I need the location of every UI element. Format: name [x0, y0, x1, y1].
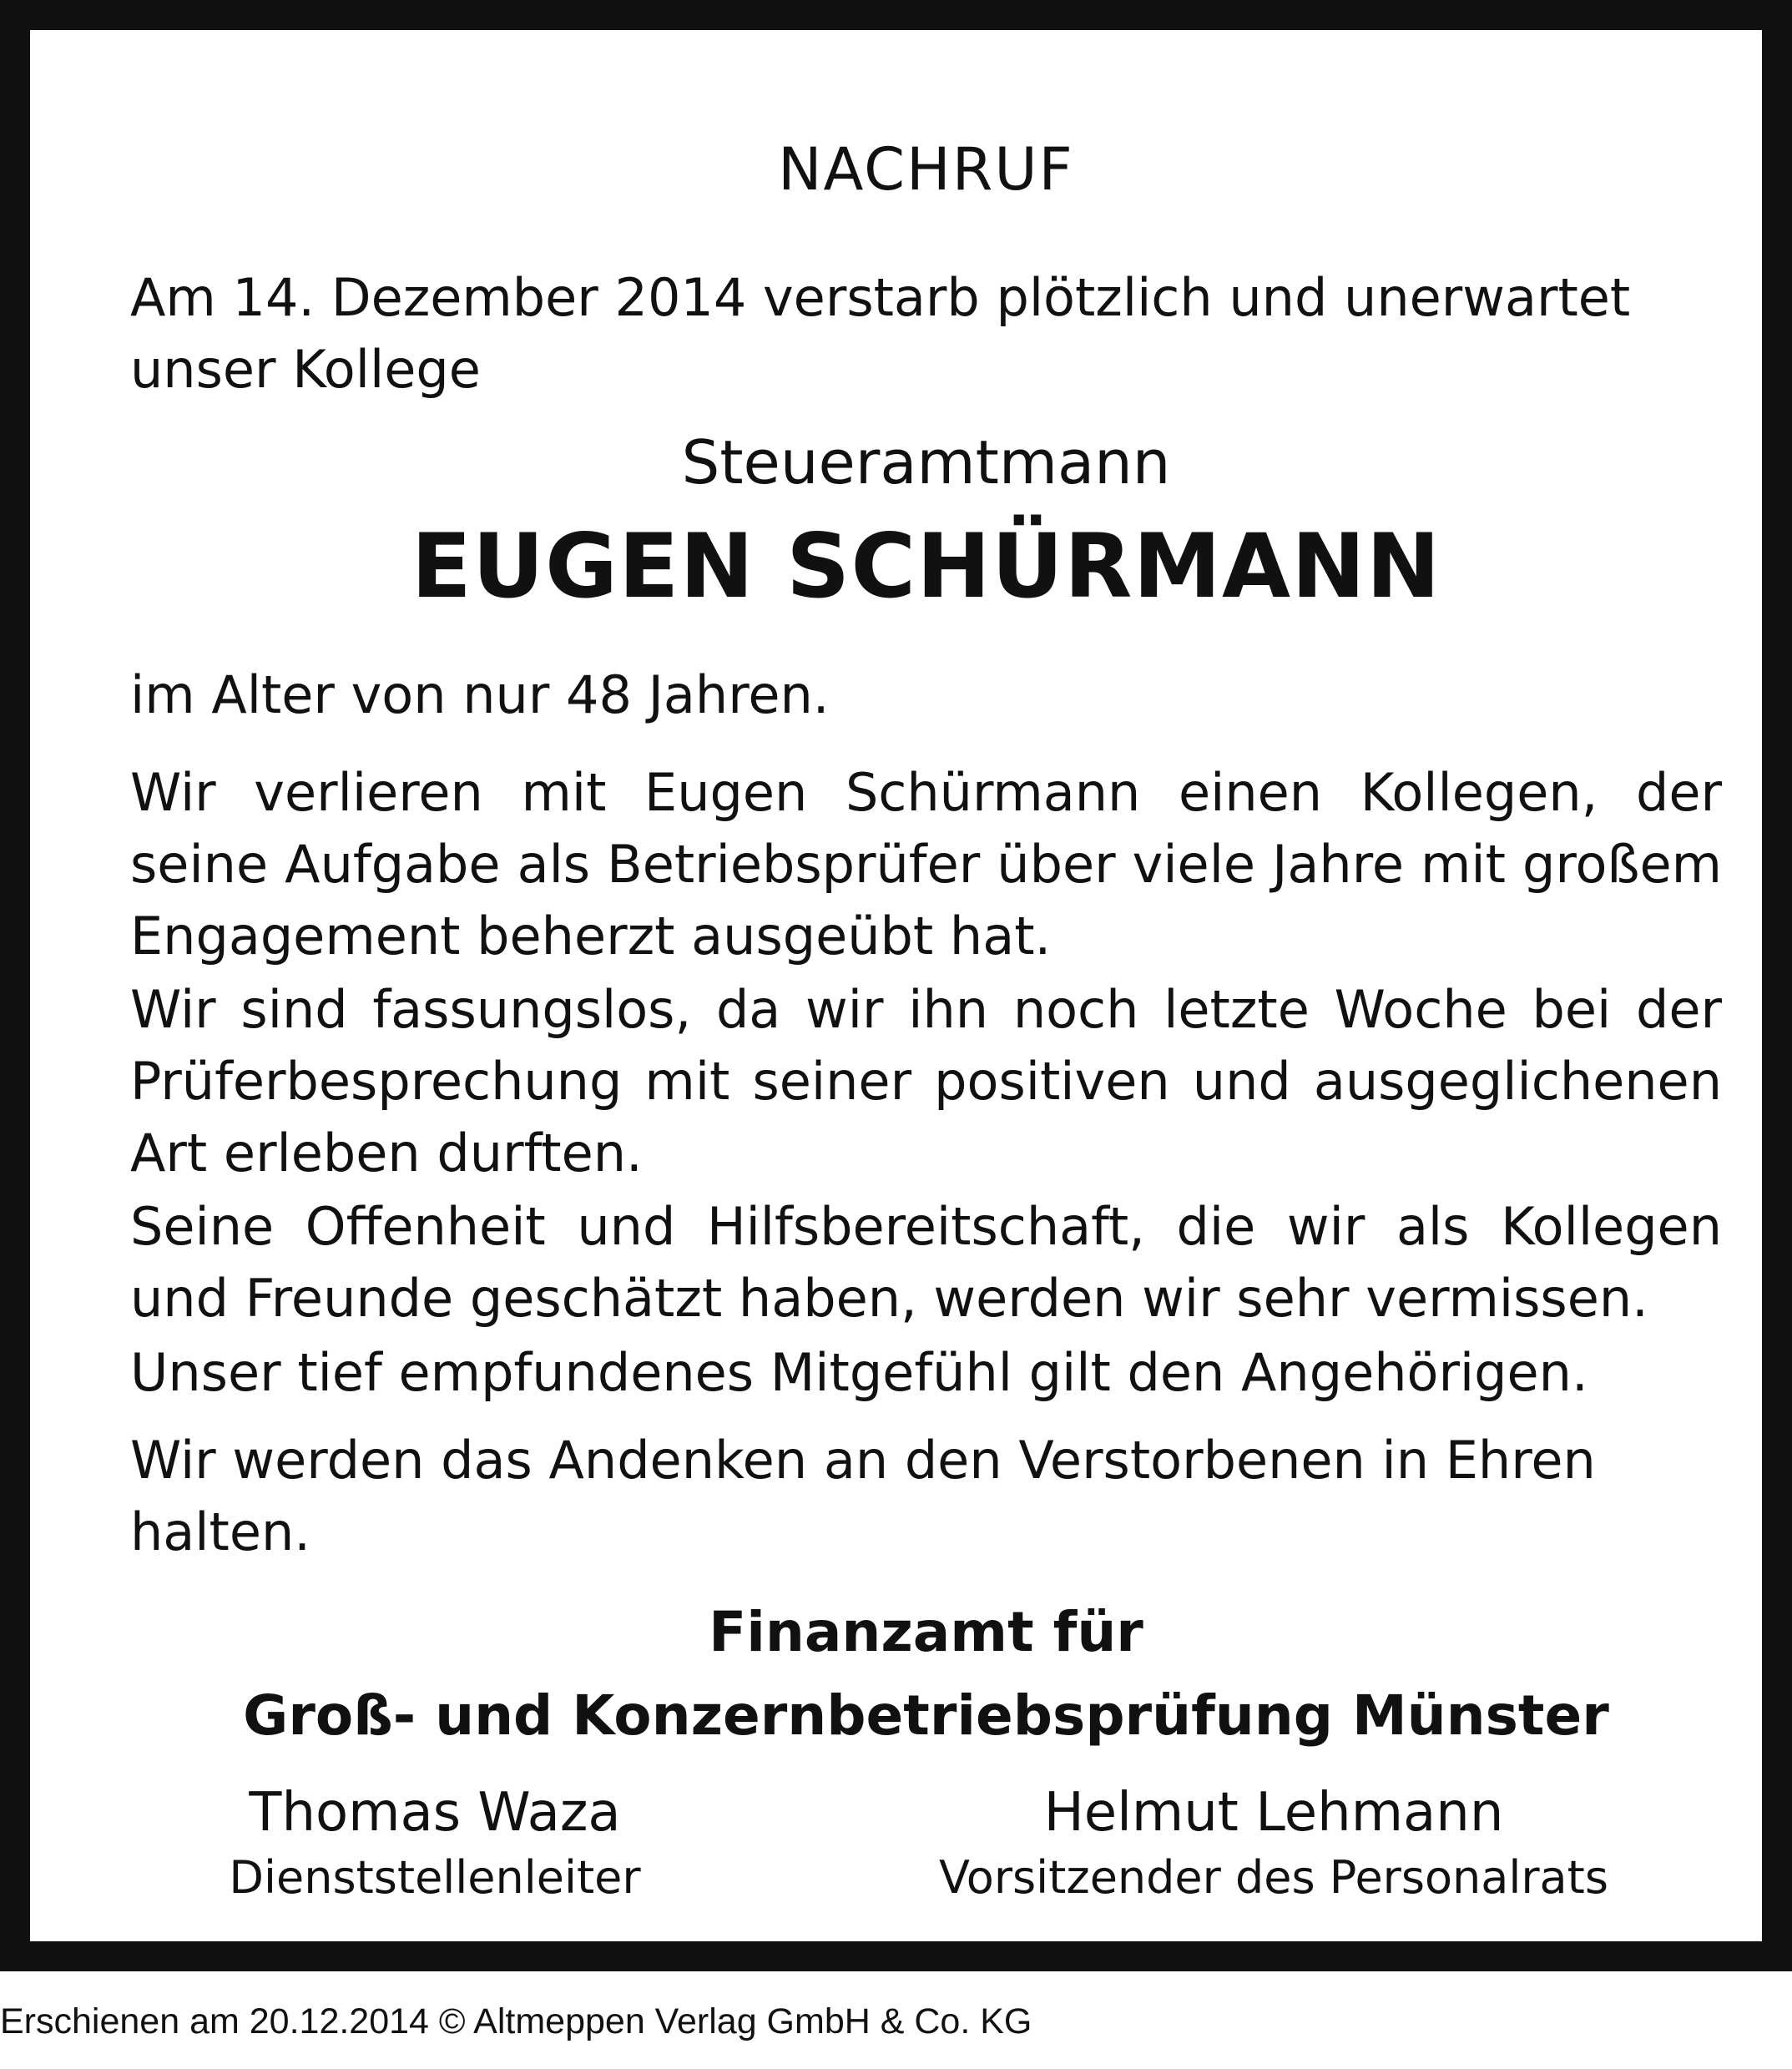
signer-right: [902, 1779, 1645, 1910]
organization-line-2: Groß- und Konzernbetriebsprüfung Münster: [243, 1683, 1609, 1748]
paragraph-qualities: Seine Offenheit und Hilfsbereitschaft, die wir als Kollegen und Freunde geschätzt haben, werden wir sehr vermissen.: [130, 1196, 1722, 1329]
signer-name: Thomas Waza: [249, 1782, 621, 1844]
organization-line-1: Finanzamt für: [709, 1600, 1143, 1664]
age-line: im Alter von nur 48 Jahren.: [130, 664, 830, 725]
intro-line-2: unser Kollege: [130, 339, 481, 400]
intro-text: [130, 262, 1722, 406]
signer-name: Helmut Lehmann: [1043, 1782, 1504, 1844]
obituary-heading: NACHRUF: [778, 135, 1074, 204]
paragraph-condolence: Unser tief empfundenes Mitgefühl gilt den Angehörigen.: [130, 1342, 1588, 1403]
paragraph-last-meeting: Wir sind fassungslos, da wir ihn noch letzte Woche bei der Prüferbesprechung mit seiner positiven und ausgeglichenen Art erleben durften.: [130, 979, 1722, 1183]
signer-role: Vorsitzender des Personalrats: [939, 1851, 1608, 1904]
intro-line-1: Am 14. Dezember 2014 verstarb plötzlich und unerwartet: [130, 267, 1631, 328]
paragraph-remembrance: Wir werden das Andenken an den Verstorbenen in Ehren halten.: [130, 1430, 1596, 1562]
deceased-name: EUGEN SCHÜRMANN: [411, 515, 1441, 618]
publication-footer: Erschienen am 20.12.2014 © Altmeppen Verlag GmbH & Co. KG: [0, 2001, 1032, 2041]
signer-role: Dienststellenleiter: [229, 1851, 641, 1904]
signer-left: [130, 1779, 740, 1910]
paragraph-tribute: Wir verlieren mit Eugen Schürmann einen Kollegen, der seine Aufgabe als Betriebsprüfer über viele Jahre mit großem Engagement beherzt ausgeübt hat.: [130, 762, 1722, 966]
deceased-rank: Steueramtmann: [681, 427, 1171, 497]
